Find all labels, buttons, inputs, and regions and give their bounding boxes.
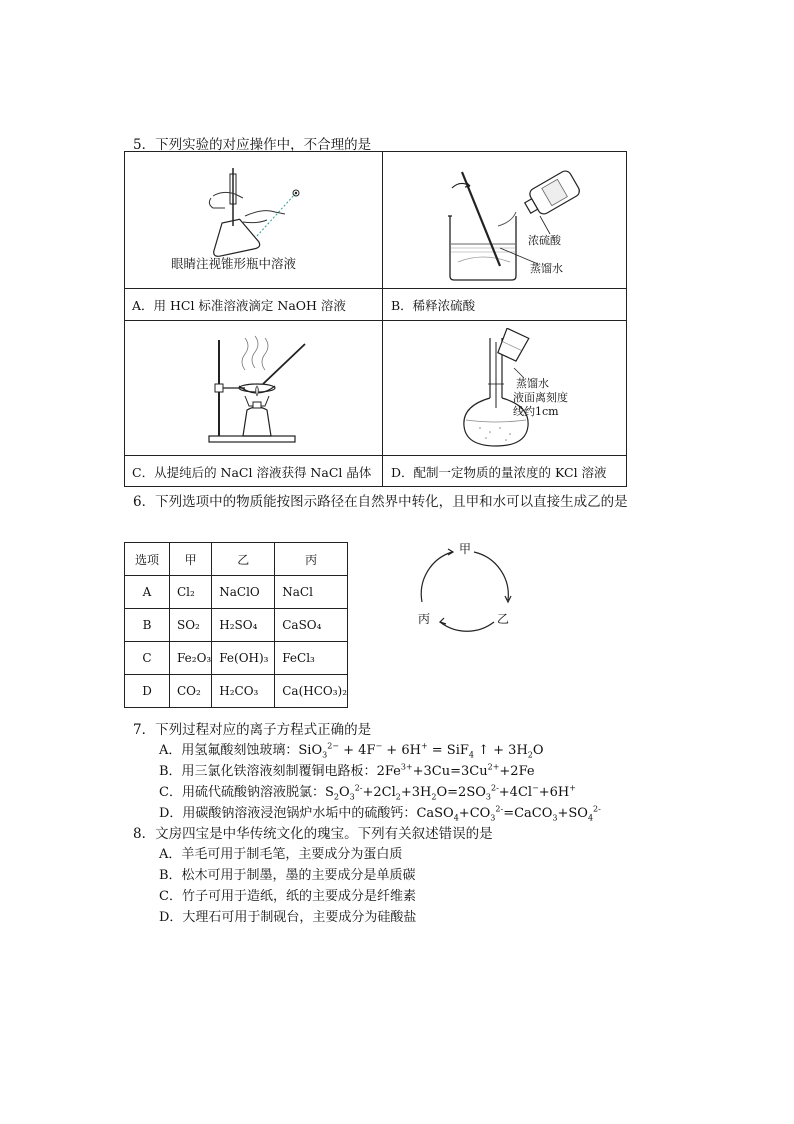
titration-figure — [195, 166, 315, 258]
cell-yi: H₂SO₄ — [212, 609, 275, 642]
equation: $CaSO_4+CO_3^{2-}=CaCO_3+SO_4^{2-}$ — [416, 804, 601, 823]
table-row — [125, 675, 348, 708]
evaporation-figure — [205, 330, 335, 446]
grid-hline — [125, 288, 626, 289]
cell-jia: CO₂ — [170, 675, 212, 708]
option-text: C．用硫代硫酸钠溶液脱氯： — [159, 785, 325, 800]
option-c-label: C．从提纯后的 NaCl 溶液获得 NaCl 晶体 — [132, 465, 372, 480]
q6-stem: 6．下列选项中的物质能按图示路径在自然界中转化，且甲和水可以直接生成乙的是 — [133, 494, 628, 510]
table-row — [125, 609, 348, 642]
grid-vline — [382, 152, 383, 486]
grid-hline — [125, 455, 626, 456]
equation: $2Fe^{3+}+3Cu=3Cu^{2+}+2Fe$ — [376, 762, 535, 779]
cell-jia: SO₂ — [170, 609, 212, 642]
header-yi: 乙 — [212, 543, 275, 576]
cell-option: A — [125, 576, 170, 609]
cell-jia: Fe₂O₃ — [170, 642, 212, 675]
q6-table — [124, 542, 348, 708]
q7-stem: 7．下列过程对应的离子方程式正确的是 — [133, 722, 372, 738]
cell-bing: FeCl₃ — [275, 642, 348, 675]
option-a-label: A．用 HCl 标准溶液滴定 NaOH 溶液 — [132, 298, 346, 313]
header-jia: 甲 — [170, 543, 212, 576]
cycle-label-bing: 丙 — [418, 612, 431, 626]
label-liquid-level: 液面离刻度 — [513, 391, 568, 404]
equation: $S_2O_3^{2-}+2Cl_2+3H_2O=2SO_3^{2-}+4Cl^-+6H^+$ — [324, 783, 576, 802]
q5-stem: 5．下列实验的对应操作中，不合理的是 — [133, 137, 372, 153]
cycle-label-jia: 甲 — [459, 542, 472, 556]
q8-option-c: C．竹子可用于造纸，纸的主要成分是纤维素 — [159, 889, 416, 904]
label-distilled-water-d: 蒸馏水 — [516, 377, 549, 390]
label-1cm: 线约1cm — [513, 405, 559, 418]
cell-option: B — [125, 609, 170, 642]
cell-yi: NaClO — [212, 576, 275, 609]
cell-bing: CaSO₄ — [275, 609, 348, 642]
q8-option-a: A．羊毛可用于制毛笔，主要成分为蛋白质 — [159, 847, 403, 862]
option-text: D．用碳酸钠溶液浸泡锅炉水垢中的硫酸钙： — [159, 806, 417, 821]
cell-yi: Fe(OH)₃ — [212, 642, 275, 675]
q8-option-d: D．大理石可用于制砚台，主要成分为硅酸盐 — [159, 910, 417, 925]
q7-option-b — [159, 760, 535, 779]
cycle-label-yi: 乙 — [497, 612, 510, 626]
table-header-row — [125, 543, 348, 576]
label-distilled-water: 蒸馏水 — [530, 262, 563, 275]
grid-hline — [125, 320, 626, 321]
cell-option: D — [125, 675, 170, 708]
header-option: 选项 — [125, 543, 170, 576]
cell-option: C — [125, 642, 170, 675]
dilution-figure — [440, 166, 590, 284]
cell-yi: H₂CO₃ — [212, 675, 275, 708]
option-text: A．用氢氟酸刻蚀玻璃： — [159, 743, 299, 758]
table-row — [125, 642, 348, 675]
q7-option-a — [159, 739, 544, 760]
q8-option-b: B．松木可用于制墨，墨的主要成分是单质碳 — [159, 868, 416, 883]
q5-grid — [124, 151, 627, 487]
titration-caption: 眼睛注视锥形瓶中溶液 — [171, 256, 297, 271]
q8-stem: 8．文房四宝是中华传统文化的瑰宝。下列有关叙述错误的是 — [133, 826, 493, 842]
option-d-label: D．配制一定物质的量浓度的 KCl 溶液 — [391, 465, 607, 480]
q7-option-d — [159, 802, 601, 823]
q7-option-c — [159, 781, 576, 802]
equation: SiO$_3^{2-}$ + 4F− + 6H+ = SiF$_4$ ↑ + $3H_2O$ — [298, 741, 544, 760]
option-b-label: B．稀释浓硫酸 — [391, 298, 476, 313]
option-text: B．用三氯化铁溶液刻制覆铜电路板： — [159, 764, 377, 779]
label-concentrated-sulfuric-acid: 浓硫酸 — [528, 234, 561, 247]
cell-bing: NaCl — [275, 576, 348, 609]
cell-jia: Cl₂ — [170, 576, 212, 609]
cell-bing: Ca(HCO₃)₂ — [275, 675, 348, 708]
table-row — [125, 576, 348, 609]
header-bing: 丙 — [275, 543, 348, 576]
